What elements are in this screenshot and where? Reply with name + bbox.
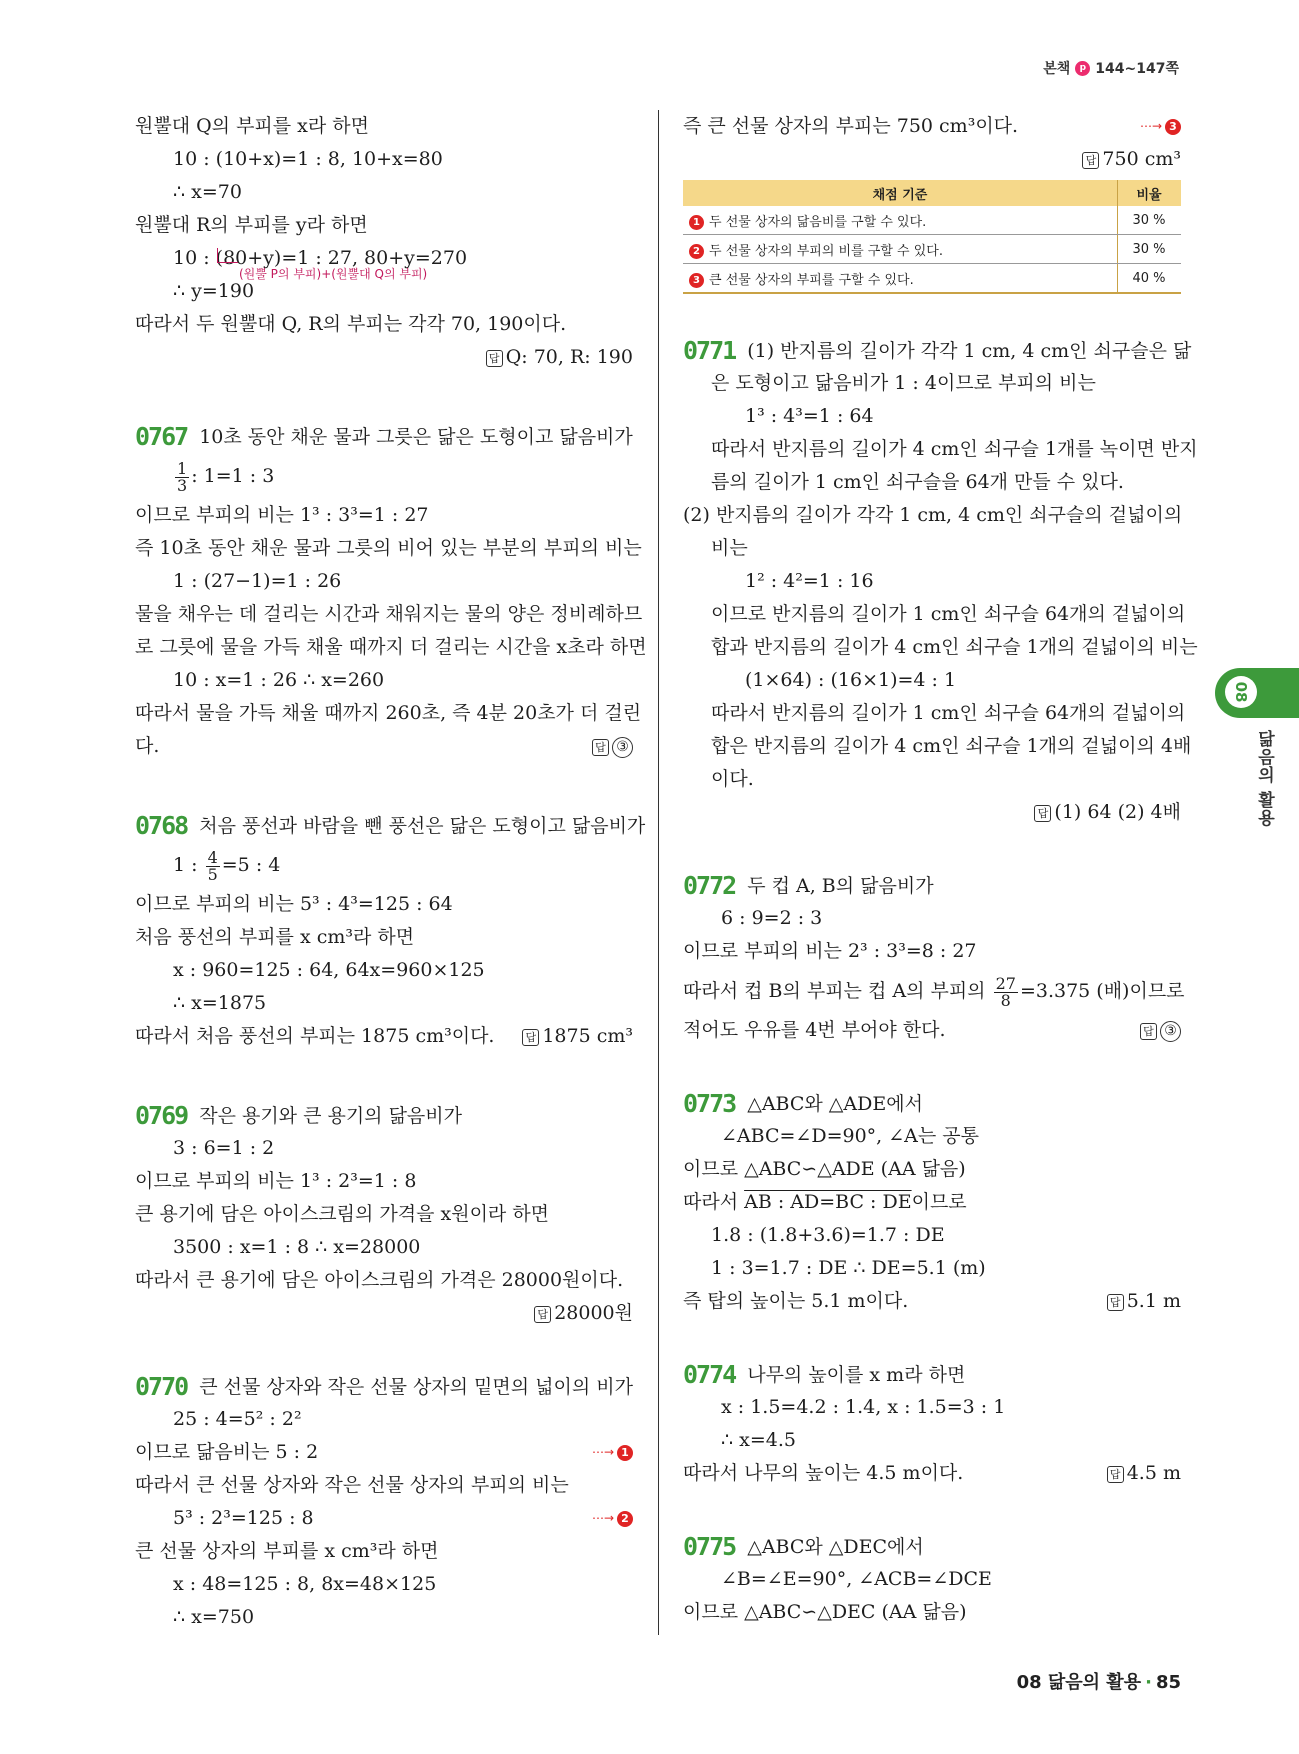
page-badge-icon: p: [1075, 61, 1090, 76]
answer-icon: 답: [1082, 152, 1099, 169]
equation-line: ∠ABC=∠D=90°, ∠A는 공통: [721, 1125, 979, 1147]
page-header: [1043, 58, 1179, 78]
text-line: 따라서 물을 가득 채울 때까지 260초, 즉 4분 20초가 더 걸린: [135, 702, 642, 724]
equation-line: 5³ : 2³=125 : 8 ⋯→ 2: [135, 1502, 633, 1535]
text-line: 물을 채우는 데 걸리는 시간과 채워지는 물의 양은 정비례하므: [135, 603, 643, 625]
equation-line: 10 : (10+x)=1 : 8, 10+x=80: [173, 148, 443, 170]
equation-line: ∴ x=1875: [173, 992, 267, 1014]
problem-0769: [135, 1099, 633, 1132]
text-line: 따라서 반지름의 길이가 1 cm인 쇠구슬 64개의 겉넓이의: [711, 702, 1186, 724]
answer: [1082, 143, 1181, 176]
equation-line: x : 48=125 : 8, 8x=48×125: [173, 1573, 437, 1595]
text-line: 이므로 부피의 비는 1³ : 3³=1 : 27: [135, 504, 429, 526]
answer: [486, 341, 633, 374]
step-marker: ⋯→ 3: [1140, 110, 1181, 143]
text-line: 이므로 부피의 비는 1³ : 2³=1 : 8: [135, 1170, 417, 1192]
problem-number: 0768: [135, 811, 188, 840]
text-line: 이므로 △ABC∽△ADE (AA 닮음): [683, 1158, 966, 1180]
text-line: 이므로 부피의 비는 5³ : 4³=125 : 64: [135, 893, 453, 915]
answer-line: [135, 341, 633, 374]
page-footer: [1017, 1668, 1181, 1694]
problem-0772: [683, 869, 1181, 902]
fraction: $\frac{1}{3}$: [177, 458, 188, 495]
text-line: 다. 답 ③: [135, 730, 633, 763]
problem-0770: [135, 1370, 633, 1403]
book-label: 본책: [1043, 61, 1071, 77]
problem-0775: [683, 1530, 1181, 1563]
answer: [522, 1020, 633, 1053]
problem-number: 0771: [683, 336, 736, 365]
answer-text: Q: 70, R: 190: [505, 346, 633, 368]
footer-chapter: 08 닮음의 활용: [1016, 1672, 1142, 1693]
equation-line: ∴ x=70: [173, 181, 242, 203]
text-line: 처음 풍선과 바람을 뺀 풍선은 닮은 도형이고 닮음비가: [199, 815, 646, 837]
answer: [592, 730, 633, 763]
text-line: 합은 반지름의 길이가 4 cm인 쇠구슬 1개의 겉넓이의 4배: [711, 735, 1192, 757]
text-line: 이므로 부피의 비는 2³ : 3³=8 : 27: [683, 940, 977, 962]
text-line: (2) 반지름의 길이가 각각 1 cm, 4 cm인 쇠구슬의 겉넓이의: [683, 504, 1183, 526]
answer-text: ③: [1160, 1021, 1181, 1042]
text-line: 따라서 두 원뿔대 Q, R의 부피는 각각 70, 190이다.: [135, 313, 567, 335]
answer-icon: 답: [1034, 805, 1051, 822]
fraction: $\frac{4}{5}$: [207, 847, 218, 884]
equation-line: 1 : (27−1)=1 : 26: [173, 570, 342, 592]
equation-line: 1 : $\frac{4}{5}$ =5 : 4: [173, 847, 281, 884]
column-divider: [658, 110, 659, 1635]
text-line: 두 컵 A, B의 닮음비가: [747, 875, 934, 897]
equation-line: 10 : x=1 : 26 ∴ x=260: [173, 669, 385, 691]
annotation-note: (원뿔 P의 부피)+(원뿔대 Q의 부피): [239, 258, 427, 291]
equation-line: 1 : 3=1.7 : DE ∴ DE=5.1 (m): [711, 1257, 986, 1279]
text-line: 적어도 우유를 4번 부어야 한다. 답 ③: [683, 1014, 1181, 1047]
text-line: 작은 용기와 큰 용기의 닮음비가: [199, 1105, 462, 1127]
text-line: 따라서 큰 선물 상자와 작은 선물 상자의 부피의 비는: [135, 1474, 569, 1496]
right-column: [683, 110, 1198, 1629]
answer-icon: 답: [534, 1306, 551, 1323]
answer: [1107, 1457, 1181, 1490]
chapter-tab: [1215, 668, 1299, 718]
text-line: 즉 탑의 높이는 5.1 m이다. 답 5.1 m: [683, 1285, 1181, 1318]
text-line: 따라서 반지름의 길이가 4 cm인 쇠구슬 1개를 녹이면 반지: [711, 438, 1198, 460]
equation-text: 10 : (80+y)=1 : 27, 80+y=270: [173, 247, 468, 269]
text-line: 름의 길이가 1 cm인 쇠구슬을 64개 만들 수 있다.: [711, 471, 1124, 493]
text-line: 따라서 큰 용기에 담은 아이스크림의 가격은 28000원이다.: [135, 1269, 624, 1291]
table-row: 3 큰 선물 상자의 부피를 구할 수 있다. 40 %: [683, 264, 1181, 294]
text-line: 즉 큰 선물 상자의 부피는 750 cm³이다. ⋯→ 3: [683, 110, 1181, 143]
answer-text: 750 cm³: [1102, 148, 1181, 170]
problem-0767: [135, 420, 633, 453]
grading-table: [683, 180, 1181, 294]
answer-line: [683, 796, 1181, 829]
problem-number: 0773: [683, 1089, 736, 1118]
text-line: 큰 선물 상자의 부피를 x cm³라 하면: [135, 1540, 439, 1562]
equation-line: ∴ y=190: [173, 280, 255, 302]
text-line: 은 도형이고 닮음비가 1 : 4이므로 부피의 비는: [711, 372, 1096, 394]
problem-number: 0769: [135, 1101, 188, 1130]
answer-text: 4.5 m: [1126, 1462, 1181, 1484]
left-column: [135, 110, 647, 1634]
page-number: 85: [1155, 1672, 1181, 1693]
answer-text: 1875 cm³: [542, 1025, 633, 1047]
equation-line: 1.8 : (1.8+3.6)=1.7 : DE: [711, 1224, 945, 1246]
answer-text: (1) 64 (2) 4배: [1054, 801, 1181, 823]
fraction: $\frac{27}{8}$: [995, 973, 1016, 1010]
text-line: 합과 반지름의 길이가 4 cm인 쇠구슬 1개의 겉넓이의 비는: [711, 636, 1198, 658]
answer-icon: 답: [592, 739, 609, 756]
answer: [1107, 1285, 1181, 1318]
text-line: 따라서 처음 풍선의 부피는 1875 cm³이다. 답 1875 cm³: [135, 1020, 633, 1053]
page-range: 144~147쪽: [1095, 61, 1179, 77]
text-line: 10초 동안 채운 물과 그릇은 닮은 도형이고 닮음비가: [199, 426, 633, 448]
equation-line: ∴ x=750: [173, 1606, 255, 1628]
equation-line: x : 960=125 : 64, 64x=960×125: [173, 959, 485, 981]
equation-line: 3 : 6=1 : 2: [173, 1137, 275, 1159]
text-line: 따라서 컵 B의 부피는 컵 A의 부피의 $\frac{27}{8}$ =3.375 (배)이므로: [683, 973, 1185, 1010]
answer-text: 5.1 m: [1126, 1290, 1181, 1312]
answer-text: 28000원: [554, 1302, 633, 1324]
equation-line: [135, 242, 633, 281]
equation-line: 1² : 4²=1 : 16: [745, 570, 874, 592]
text-line: 비는: [711, 537, 748, 559]
table-row: 2 두 선물 상자의 부피의 비를 구할 수 있다. 30 %: [683, 235, 1181, 264]
problem-0774: [683, 1358, 1181, 1391]
text-line: 즉 10초 동안 채운 물과 그릇의 비어 있는 부분의 부피의 비는: [135, 537, 642, 559]
answer-icon: 답: [1107, 1294, 1124, 1311]
answer: [1034, 796, 1181, 829]
table-header: 비율: [1118, 180, 1182, 206]
problem-number: 0767: [135, 422, 188, 451]
problem-0771: [683, 334, 1192, 367]
problem-number: 0772: [683, 871, 736, 900]
table-header: 채점 기준: [683, 180, 1118, 206]
equation-line: $\frac{1}{3}$ : 1=1 : 3: [177, 458, 275, 495]
text-line: 큰 선물 상자와 작은 선물 상자의 밑면의 넓이의 비가: [199, 1376, 633, 1398]
text-line: 이므로 닮음비는 5 : 2 ⋯→ 1: [135, 1436, 633, 1469]
answer: [1140, 1014, 1181, 1047]
answer-line: [683, 143, 1181, 176]
answer-line: [135, 1297, 633, 1330]
text-line: 로 그릇에 물을 가득 채울 때까지 더 걸리는 시간을 x초라 하면: [135, 636, 647, 658]
table-row: 1 두 선물 상자의 닮음비를 구할 수 있다. 30 %: [683, 206, 1181, 235]
text-line: 원뿔대 R의 부피를 y라 하면: [135, 214, 368, 236]
text-line: 따라서 AB : AD=BC : DE이므로: [683, 1191, 967, 1213]
text-line: 원뿔대 Q의 부피를 x라 하면: [135, 115, 369, 137]
bullet-icon: ·: [1145, 1672, 1152, 1693]
text-line: 나무의 높이를 x m라 하면: [747, 1364, 966, 1386]
text-line: △ABC와 △ADE에서: [747, 1093, 923, 1115]
answer-icon: 답: [522, 1029, 539, 1046]
text-line: 처음 풍선의 부피를 x cm³라 하면: [135, 926, 415, 948]
answer-icon: 답: [1107, 1466, 1124, 1483]
text-line: △ABC와 △DEC에서: [747, 1536, 924, 1558]
problem-0768: [135, 809, 646, 842]
equation-line: x : 1.5=4.2 : 1.4, x : 1.5=3 : 1: [721, 1396, 1006, 1418]
problem-0773: [683, 1087, 1181, 1120]
equation-line: ∠B=∠E=90°, ∠ACB=∠DCE: [721, 1568, 992, 1590]
answer-icon: 답: [1140, 1023, 1157, 1040]
problem-number: 0774: [683, 1360, 736, 1389]
equation-line: 3500 : x=1 : 8 ∴ x=28000: [173, 1236, 421, 1258]
text-line: 이므로 반지름의 길이가 1 cm인 쇠구슬 64개의 겉넓이의: [711, 603, 1186, 625]
text-line: 큰 용기에 담은 아이스크림의 가격을 x원이라 하면: [135, 1203, 550, 1225]
equation-line: 25 : 4=5² : 2²: [173, 1408, 302, 1430]
step-marker: ⋯→ 2: [592, 1502, 633, 1535]
problem-number: 0775: [683, 1532, 736, 1561]
text-line: 이므로 △ABC∽△DEC (AA 닮음): [683, 1601, 967, 1623]
problem-number: 0770: [135, 1372, 188, 1401]
text-line: 따라서 나무의 높이는 4.5 m이다. 답 4.5 m: [683, 1457, 1181, 1490]
answer-icon: 답: [486, 350, 503, 367]
text-line: (1) 반지름의 길이가 각각 1 cm, 4 cm인 쇠구슬은 닮: [747, 340, 1192, 362]
answer-text: ③: [612, 737, 633, 758]
equation-line: ∴ x=4.5: [721, 1429, 796, 1451]
answer: [534, 1297, 633, 1330]
step-marker: ⋯→ 1: [592, 1436, 633, 1469]
text-line: 이다.: [711, 768, 754, 790]
equation-line: 6 : 9=2 : 3: [721, 907, 823, 929]
equation-line: 1³ : 4³=1 : 64: [745, 405, 874, 427]
chapter-tab-title: 닮음의 활용: [1254, 730, 1274, 827]
chapter-number: 08: [1225, 676, 1257, 708]
equation-line: (1×64) : (16×1)=4 : 1: [745, 669, 957, 691]
